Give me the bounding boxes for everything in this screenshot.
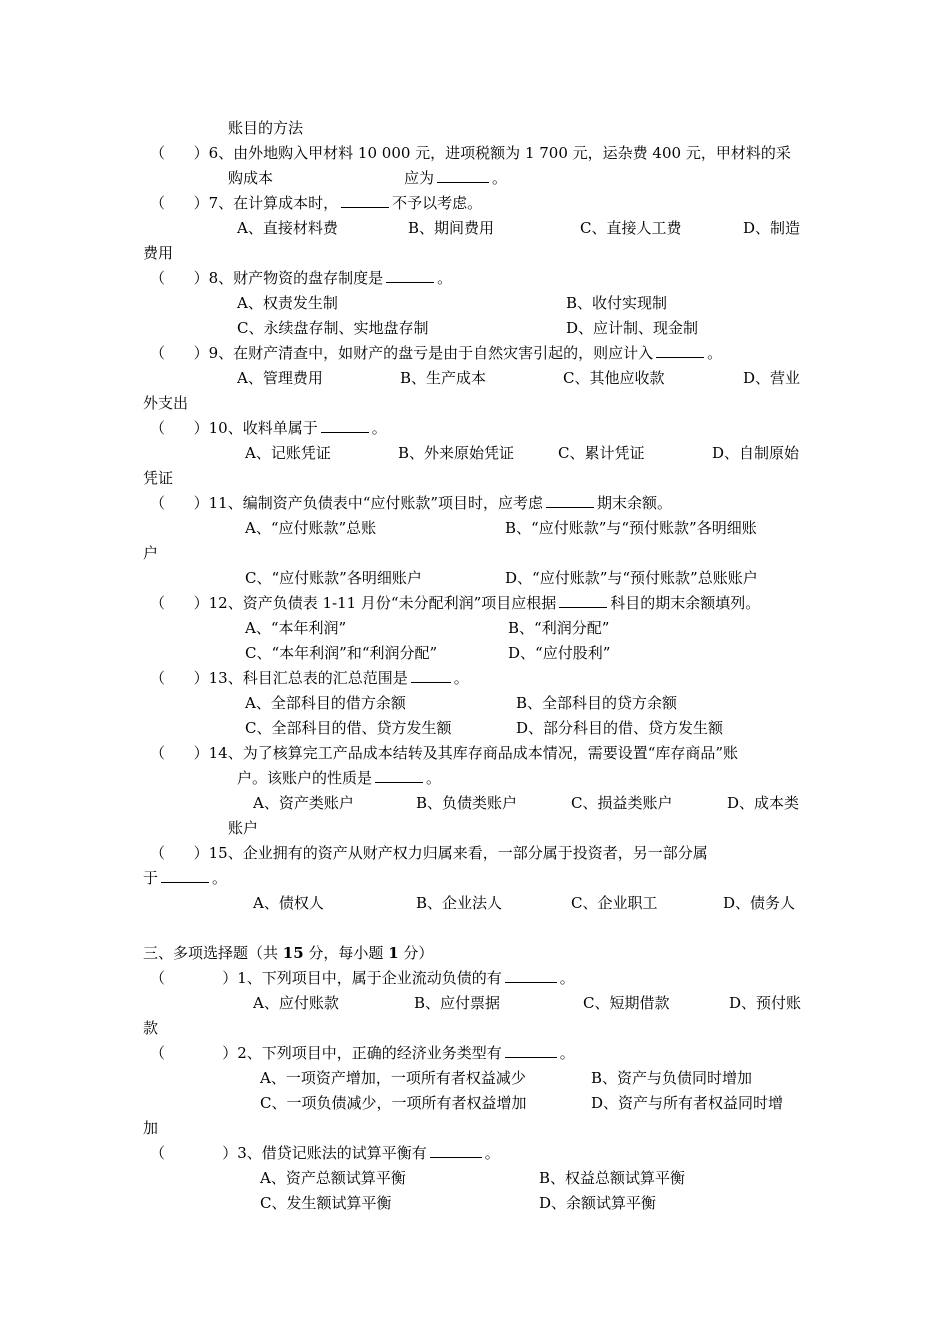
- option-c: C、一项负债减少，一项所有者权益增加: [260, 1094, 527, 1112]
- option-c: C、“应付账款”各明细账户: [245, 569, 422, 587]
- option-b: B、外来原始凭证: [398, 444, 515, 462]
- option-d: D、“应付股利”: [508, 644, 611, 662]
- question-11-end: 期末余额。: [597, 494, 673, 512]
- question-12: [150, 591, 760, 615]
- option-d: D、制造: [743, 219, 801, 237]
- answer-blank[interactable]: [505, 968, 557, 983]
- question-6-line-2b: [404, 166, 507, 190]
- option-c: C、累计凭证: [558, 444, 645, 462]
- answer-blank[interactable]: [437, 168, 489, 183]
- option-d: D、成本类: [727, 794, 800, 812]
- option-d: D、余额试算平衡: [539, 1194, 657, 1212]
- answer-blank[interactable]: [430, 1143, 482, 1158]
- question-7: [150, 191, 482, 215]
- option-continuation: 凭证: [143, 469, 174, 487]
- option-a: A、“应付账款”总账: [245, 519, 377, 537]
- option-a: A、应付账款: [253, 994, 339, 1012]
- option-c: C、全部科目的借、贷方发生额: [245, 719, 452, 737]
- question-14-end: 。: [426, 769, 442, 787]
- option-a: A、直接材料费: [237, 219, 338, 237]
- option-c: C、其他应收款: [563, 369, 665, 387]
- option-b: B、“利润分配”: [508, 619, 610, 637]
- answer-blank[interactable]: [161, 868, 209, 883]
- multi-question-1-text: （ ）1、下列项目中，属于企业流动负债的有: [150, 969, 502, 987]
- question-13-text: （ ）13、科目汇总表的汇总范围是: [150, 669, 408, 687]
- option-a: A、一项资产增加，一项所有者权益减少: [260, 1069, 526, 1087]
- question-13-end: 。: [453, 669, 469, 687]
- option-d: D、预付账: [729, 994, 802, 1012]
- option-continuation: 费用: [143, 244, 174, 262]
- multi-question-1: [150, 966, 575, 990]
- option-continuation: 户: [143, 544, 159, 562]
- option-c: C、直接人工费: [580, 219, 682, 237]
- option-a: A、管理费用: [237, 369, 323, 387]
- option-b: B、生产成本: [400, 369, 487, 387]
- question-9: [150, 341, 722, 365]
- option-d: D、自制原始: [712, 444, 800, 462]
- option-b: B、资产与负债同时增加: [591, 1069, 753, 1087]
- question-7-text-end: 不予以考虑。: [392, 194, 483, 212]
- question-text-continuation: 账目的方法: [228, 119, 304, 137]
- question-6-text: 应为: [404, 169, 435, 187]
- option-a: A、记账凭证: [245, 444, 331, 462]
- option-c: C、发生额试算平衡: [260, 1194, 392, 1212]
- section-item-points: 1: [388, 944, 399, 962]
- question-14-line-2: [237, 766, 441, 790]
- question-10-end: 。: [371, 419, 387, 437]
- question-6-line-2: [228, 166, 273, 190]
- option-d: D、资产与所有者权益同时增: [591, 1094, 784, 1112]
- option-c: C、永续盘存制、实地盘存制: [237, 319, 429, 337]
- option-c: C、损益类账户: [571, 794, 673, 812]
- multi-question-3-end: 。: [484, 1144, 500, 1162]
- question-6-text: 购成本: [228, 169, 274, 187]
- answer-blank[interactable]: [375, 768, 423, 783]
- option-continuation: 账户: [228, 819, 259, 837]
- option-b: B、负债类账户: [416, 794, 518, 812]
- multi-question-2-text: （ ）2、下列项目中，正确的经济业务类型有: [150, 1044, 502, 1062]
- question-9-text: （ ）9、在财产清查中，如财产的盘亏是由于自然灾害引起的，则应计入: [150, 344, 654, 362]
- option-b: B、期间费用: [408, 219, 495, 237]
- answer-blank[interactable]: [505, 1043, 557, 1058]
- answer-blank[interactable]: [386, 268, 434, 283]
- option-b: B、全部科目的贷方余额: [516, 694, 678, 712]
- option-d: D、债务人: [723, 894, 796, 912]
- question-15-end: 。: [212, 869, 228, 887]
- option-a: A、资产总额试算平衡: [260, 1169, 406, 1187]
- option-a: A、债权人: [253, 894, 324, 912]
- section-heading-text: 三、多项选择题（共: [143, 944, 283, 962]
- option-c: C、“本年利润”和“利润分配”: [245, 644, 438, 662]
- section-heading-text: 分，每小题: [303, 944, 389, 962]
- section-heading-text: 分）: [398, 944, 434, 962]
- multi-question-2: [150, 1041, 575, 1065]
- question-6: （ ）6、由外地购入甲材料 10 000 元，进项税额为 1 700 元，运杂费 400 元，甲材料的采: [150, 144, 791, 162]
- option-b: B、“应付账款”与“预付账款”各明细账: [505, 519, 757, 537]
- option-continuation: 加: [143, 1119, 159, 1137]
- question-13: [150, 666, 469, 690]
- question-9-end: 。: [707, 344, 723, 362]
- multi-question-3-text: （ ）3、借贷记账法的试算平衡有: [150, 1144, 427, 1162]
- option-d: D、部分科目的借、贷方发生额: [516, 719, 724, 737]
- section-total-points: 15: [282, 944, 304, 962]
- option-b: B、收付实现制: [566, 294, 668, 312]
- question-11-text: （ ）11、编制资产负债表中“应付账款”项目时，应考虑: [150, 494, 544, 512]
- option-b: B、应付票据: [414, 994, 501, 1012]
- multi-question-2-end: 。: [559, 1044, 575, 1062]
- question-14: （ ）14、为了核算完工产品成本结转及其库存商品成本情况，需要设置“库存商品”账: [150, 744, 739, 762]
- multi-question-3: [150, 1141, 500, 1165]
- question-11: [150, 491, 672, 515]
- answer-blank[interactable]: [411, 668, 451, 683]
- option-a: A、“本年利润”: [245, 619, 347, 637]
- question-8: [150, 266, 452, 290]
- answer-blank[interactable]: [341, 193, 389, 208]
- option-d: D、营业: [743, 369, 801, 387]
- question-8-end: 。: [437, 269, 453, 287]
- question-14-text: 户。该账户的性质是: [237, 769, 373, 787]
- option-continuation: 款: [143, 1019, 159, 1037]
- question-15-line-2: [143, 866, 227, 890]
- question-10: [150, 416, 387, 440]
- question-15: （ ）15、企业拥有的资产从财产权力归属来看，一部分属于投资者，另一部分属: [150, 844, 708, 862]
- question-8-text: （ ）8、财产物资的盘存制度是: [150, 269, 384, 287]
- option-d: D、“应付账款”与“预付账款”总账账户: [505, 569, 758, 587]
- option-b: B、企业法人: [416, 894, 503, 912]
- answer-blank[interactable]: [559, 593, 607, 608]
- option-c: C、短期借款: [583, 994, 670, 1012]
- option-b: B、权益总额试算平衡: [539, 1169, 686, 1187]
- multi-question-1-end: 。: [559, 969, 575, 987]
- question-10-text: （ ）10、收料单属于: [150, 419, 318, 437]
- option-continuation: 外支出: [143, 394, 189, 412]
- answer-blank[interactable]: [321, 418, 369, 433]
- option-d: D、应计制、现金制: [566, 319, 699, 337]
- question-6-end: 。: [492, 169, 508, 187]
- question-7-text: （ ）7、在计算成本时，: [150, 194, 339, 212]
- option-a: A、资产类账户: [253, 794, 354, 812]
- option-c: C、企业职工: [571, 894, 658, 912]
- answer-blank[interactable]: [546, 493, 594, 508]
- question-12-text: （ ）12、资产负债表 1-11 月份“未分配利润”项目应根据: [150, 594, 557, 612]
- question-15-text: 于: [143, 869, 159, 887]
- section-heading: [143, 941, 433, 965]
- option-a: A、全部科目的借方余额: [245, 694, 406, 712]
- option-a: A、权责发生制: [237, 294, 338, 312]
- question-12-end: 科目的期末余额填列。: [610, 594, 761, 612]
- answer-blank[interactable]: [656, 343, 704, 358]
